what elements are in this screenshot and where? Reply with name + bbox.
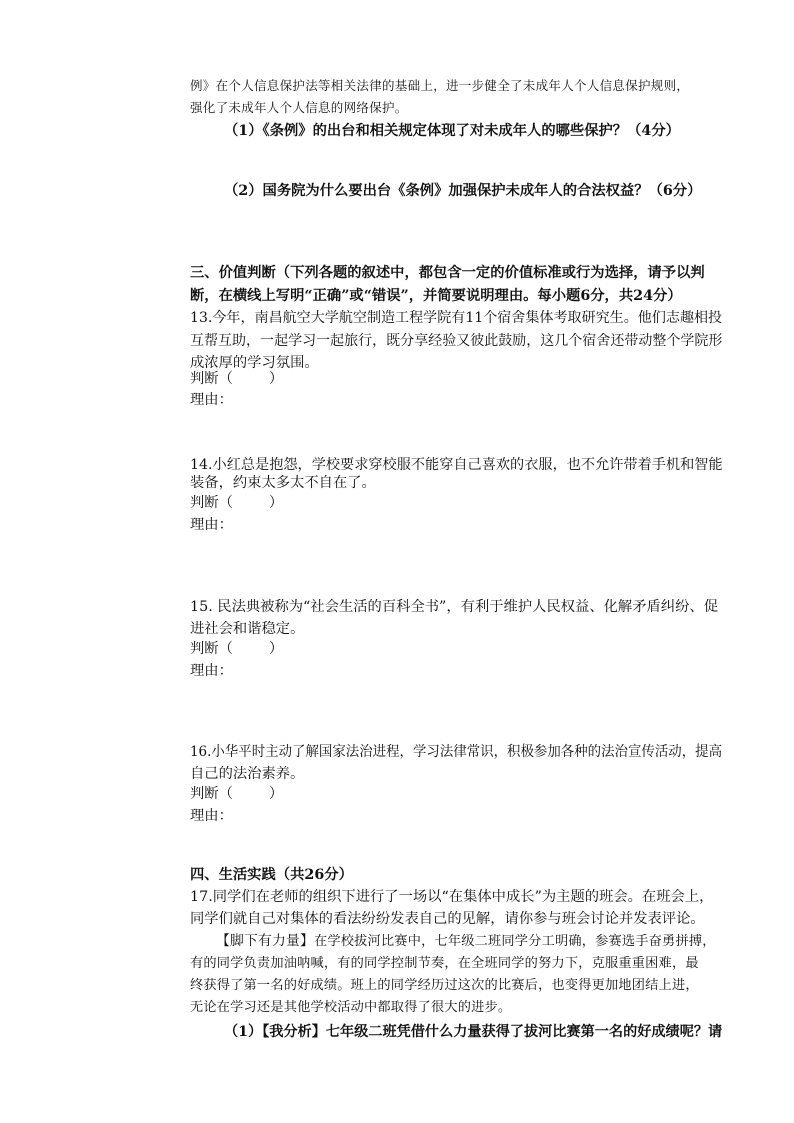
question-17-line-1: 17.同学们在老师的组织下进行了一场以“在集体中成长”为主题的班会。在班会上， xyxy=(190,889,714,905)
section-3-heading-line-1: 三、价值判断（下列各题的叙述中，都包含一定的价值标准或行为选择，请予以判 xyxy=(190,265,705,281)
question-15-line-1: 15. 民法典被称为“社会生活的百科全书”，有利于维护人民权益、化解矛盾纠纷、促 xyxy=(190,599,718,615)
question-13-line-3: 成浓厚的学习氛围。 xyxy=(190,355,319,371)
section-4-heading: 四、生活实践（共26分） xyxy=(190,867,353,883)
material-line-1 xyxy=(216,935,716,949)
intro-line-1: 例》在个人信息保护法等相关法律的基础上，进一步健全了未成年人个人信息保护规则， xyxy=(190,78,690,93)
question-14-line-2: 装备，约束太多太不自在了。 xyxy=(190,475,376,491)
judgment-close-paren: ） xyxy=(268,786,284,802)
question-16-reason-label: 理由： xyxy=(190,808,233,824)
material-text: 在学校拔河比赛中，七年级二班同学分工明确，参赛选手奋勇拼搏， xyxy=(313,934,716,949)
question-16-line-2: 自己的法治素养。 xyxy=(190,766,305,782)
section-3-heading-line-2: 断，在横线上写明“正确”或“错误”，并简要说明理由。每小题6分，共24分） xyxy=(190,288,682,304)
question-14-line-1: 14.小红总是抱怨，学校要求穿校服不能穿自己喜欢的衣服，也不允许带着手机和智能 xyxy=(190,457,723,473)
judgment-close-paren: ） xyxy=(268,371,284,387)
question-16-line-1: 16.小华平时主动了解国家法治进程，学习法律常识，积极参加各种的法治宣传活动，提高 xyxy=(190,744,723,760)
question-15-reason-label: 理由： xyxy=(190,663,233,679)
question-12-part-2: （2）国务院为什么要出台《条例》加强保护未成年人的合法权益？（6分） xyxy=(224,183,702,199)
question-13-line-2: 互帮互助，一起学习一起旅行，既分享经验又彼此鼓励，这几个宿舍还带动整个学院形 xyxy=(190,333,723,349)
question-13-reason-label: 理由： xyxy=(190,392,233,408)
judgment-label: 判断（ xyxy=(190,786,233,802)
judgment-label: 判断（ xyxy=(190,641,233,657)
material-line-4: 无论在学习还是其他学校活动中都取得了很大的进步。 xyxy=(190,1000,512,1015)
judgment-label: 判断（ xyxy=(190,495,233,511)
question-14-reason-label: 理由： xyxy=(190,517,233,533)
question-15-line-2: 进社会和谐稳定。 xyxy=(190,621,305,637)
question-16-judgment xyxy=(190,787,283,801)
judgment-label: 判断（ xyxy=(190,371,233,387)
material-line-3: 终获得了第一名的好成绩。班上的同学经历过这次的比赛后，也变得更加地团结上进， xyxy=(190,978,699,993)
intro-line-2: 强化了未成年人个人信息的网络保护。 xyxy=(190,100,408,115)
question-15-judgment xyxy=(190,642,283,656)
judgment-close-paren: ） xyxy=(268,641,284,657)
question-13-judgment xyxy=(190,372,283,386)
question-13-line-1: 13.今年，南昌航空大学航空制造工程学院有11个宿舍集体考取研究生。他们志趣相投 xyxy=(190,310,723,326)
question-17-line-2: 同学们就自己对集体的看法纷纷发表自己的见解，请你参与班会讨论并发表评论。 xyxy=(190,911,705,927)
material-line-2: 有的同学负责加油呐喊，有的同学控制节奏，在全班同学的努力下，克服重重困难，最 xyxy=(190,956,699,971)
question-17-part-1: （1）【我分析】七年级二班凭借什么力量获得了拔河比赛第一名的好成绩呢？请 xyxy=(224,1024,723,1040)
material-tag: 【脚下有力量】 xyxy=(216,933,314,949)
question-12-part-1: （1）《条例》的出台和相关规定体现了对未成年人的哪些保护？（4分） xyxy=(224,123,680,139)
question-14-judgment xyxy=(190,496,283,510)
judgment-close-paren: ） xyxy=(268,495,284,511)
